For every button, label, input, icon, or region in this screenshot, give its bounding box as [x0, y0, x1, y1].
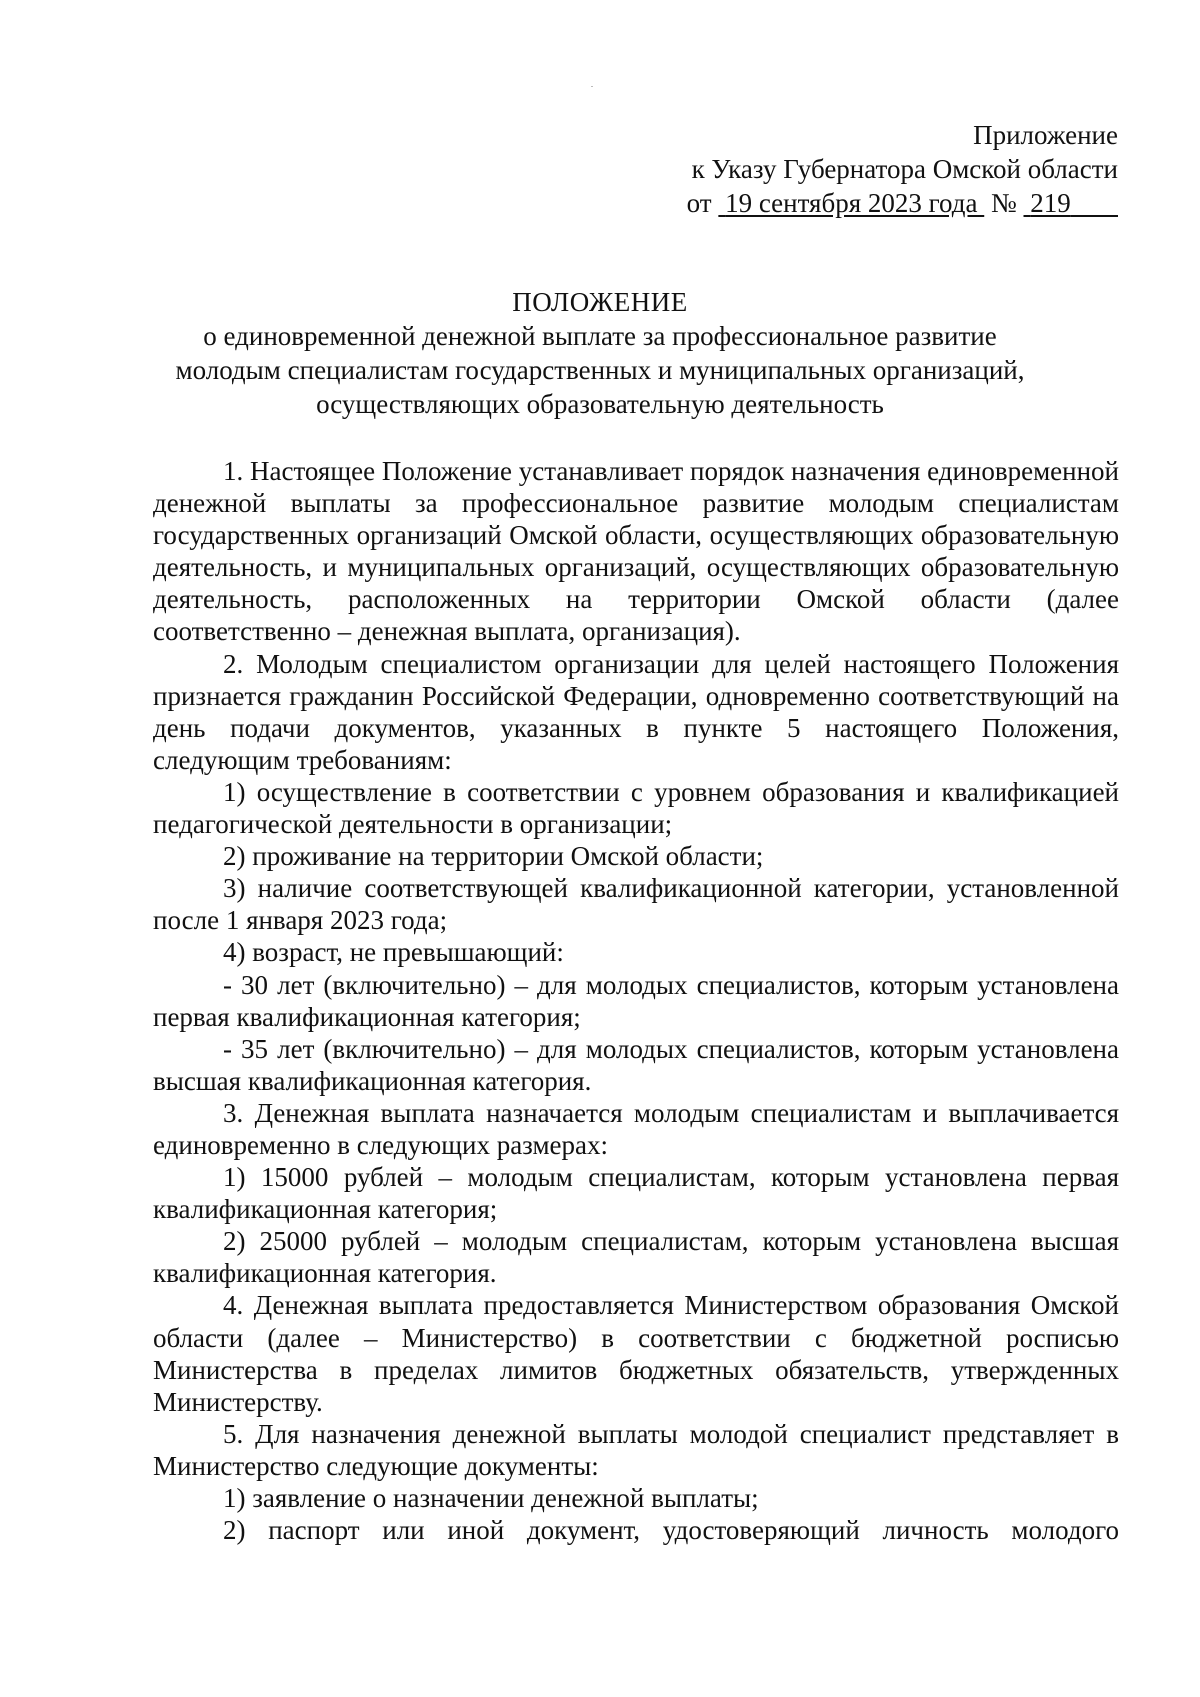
title-line-1: о единовременной денежной выплате за профессиональное развитие: [203, 321, 997, 351]
appendix-label: Приложение: [973, 120, 1118, 150]
requirement-1: 1) осуществление в соответствии с уровнем образования и квалификацией педагогической деятельности в организации;: [153, 776, 1119, 840]
requirement-3: 3) наличие соответствующей квалификационной категории, установленной после 1 января 2023 года;: [153, 873, 1119, 936]
title-line-3: осуществляющих образовательную деятельность: [316, 389, 884, 419]
decree-date-number: [687, 186, 1118, 220]
age-limit-highest: - 35 лет (включительно) – для молодых специалистов, которым установлена высшая квалификационная категория.: [153, 1033, 1119, 1096]
paragraph-1: 1. Настоящее Положение устанавливает порядок назначения единовременной денежной выплаты за профессиональное развитие молодым специалистам государственных организаций Омской области, осуществляющих образовательную деятельность, и муниципальных организаций, осуществляющих образовательную деятельность, расположенных на территории Омской области (далее соответственно – денежная выплата, организация).: [153, 456, 1119, 647]
appendix-header: [687, 118, 1118, 220]
age-limit-first: - 30 лет (включительно) – для молодых специалистов, которым установлена первая квалификационная категория;: [153, 969, 1119, 1032]
document-title: ПОЛОЖЕНИЕ: [512, 287, 688, 317]
paragraph-4: 4. Денежная выплата предоставляется Министерством образования Омской области (далее – Министерство) в соответствии с бюджетной росписью Министерства в пределах лимитов бюджетных обязательств, утвержденных Министерству.: [153, 1290, 1119, 1417]
payment-amount-2: 2) 25000 рублей – молодым специалистам, которым установлена высшая квалификационная категория.: [153, 1226, 1119, 1289]
regulation-title: [0, 285, 1200, 421]
paragraph-2: 2. Молодым специалистом организации для целей настоящего Положения признается гражданин Российской Федерации, одновременно соответствующий на день подачи документов, указанных в пункте 5 настоящего Положения, следующим требованиям:: [153, 648, 1119, 775]
document-item-2: 2) паспорт или иной документ, удостоверяющий личность молодого: [223, 1515, 1119, 1546]
paragraph-3: 3. Денежная выплата назначается молодым специалистам и выплачивается единовременно в следующих размерах:: [153, 1097, 1119, 1160]
document-item-1: 1) заявление о назначении денежной выплаты;: [223, 1483, 759, 1513]
decree-number: 219: [1030, 188, 1071, 218]
requirement-2: 2) проживание на территории Омской области;: [223, 841, 764, 872]
requirement-4: 4) возраст, не превышающий:: [223, 937, 564, 968]
scan-speck: [591, 86, 593, 87]
appendix-reference: к Указу Губернатора Омской области: [691, 154, 1118, 184]
payment-amount-1: 1) 15000 рублей – молодым специалистам, которым установлена первая квалификационная категория;: [153, 1162, 1119, 1225]
paragraph-5: 5. Для назначения денежной выплаты молодой специалист представляет в Министерство следующие документы:: [153, 1418, 1119, 1481]
document-body: [153, 455, 1119, 1546]
decree-date: 19 сентября 2023 года: [725, 188, 978, 218]
from-prefix: от: [686, 188, 712, 218]
title-line-2: молодым специалистам государственных и муниципальных организаций,: [175, 355, 1025, 385]
number-sign: №: [990, 188, 1017, 218]
